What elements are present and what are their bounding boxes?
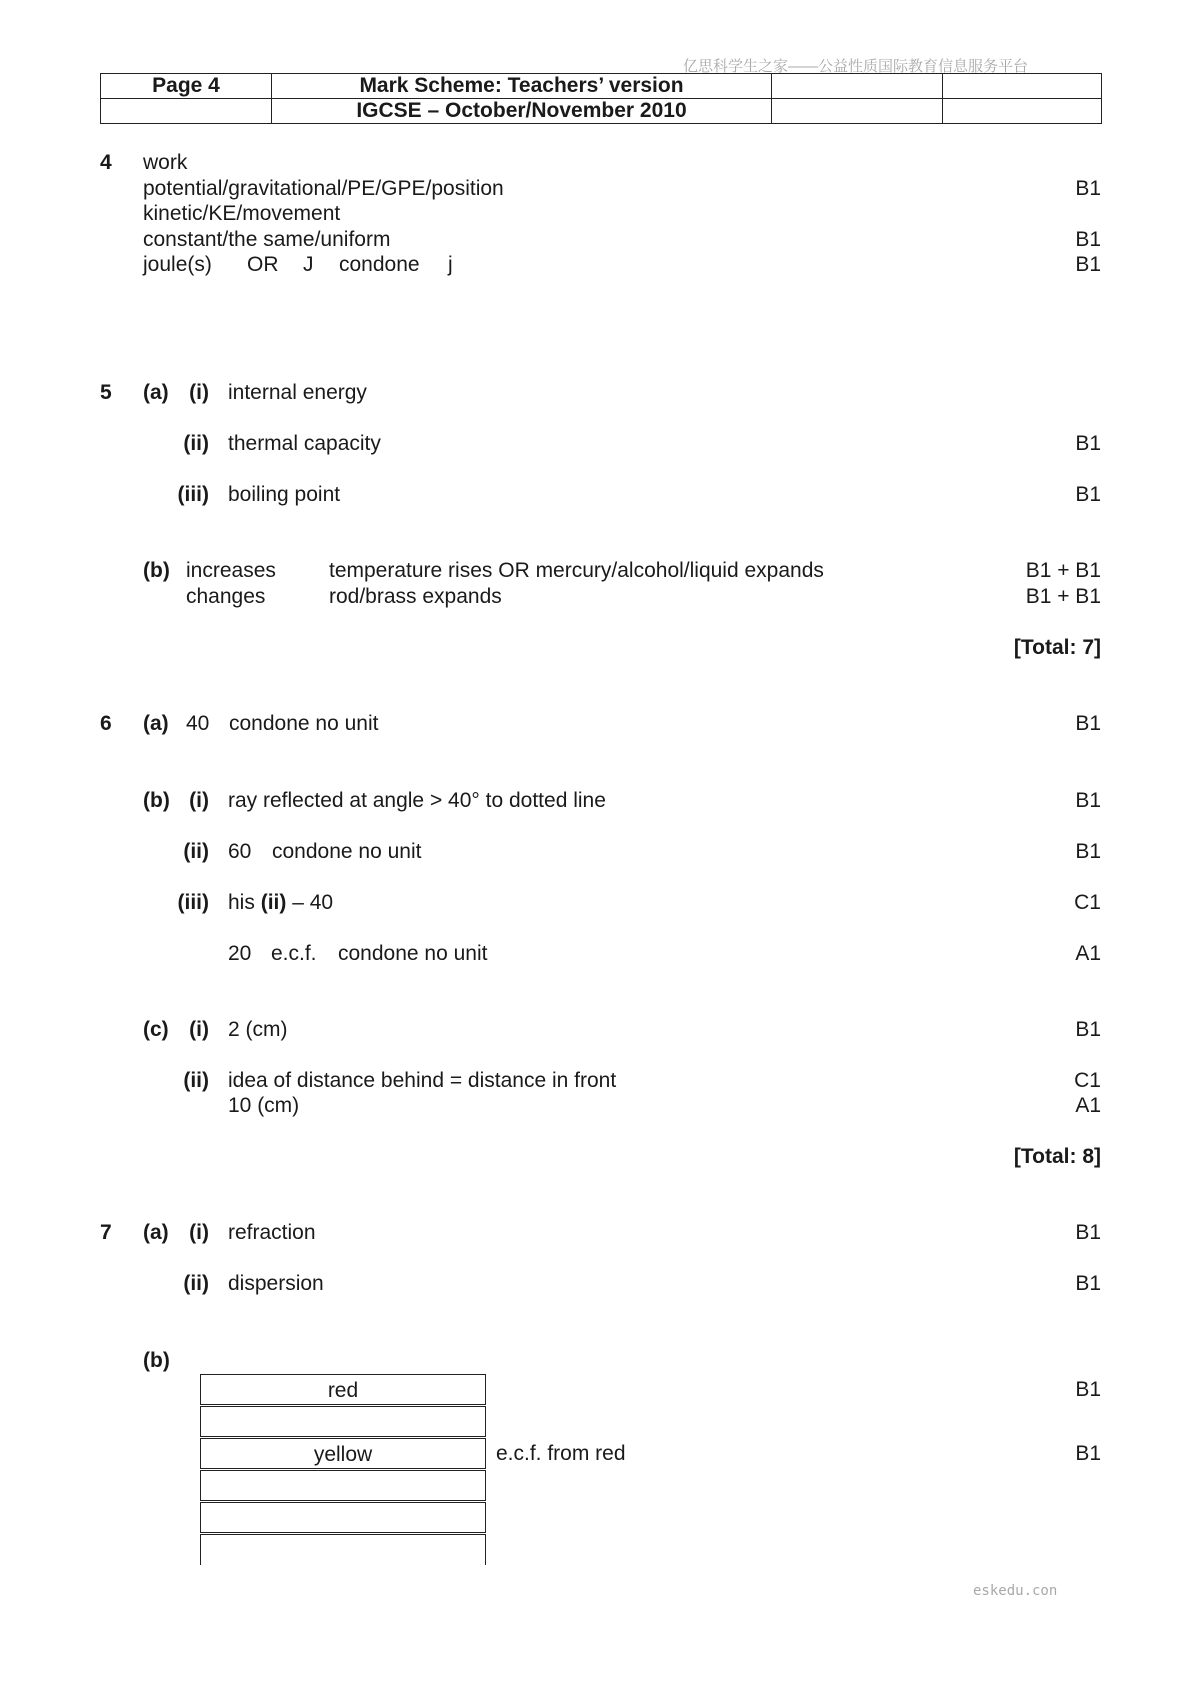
mark: B1 — [1075, 1378, 1101, 1401]
mark: C1 — [1074, 1069, 1101, 1092]
spectrum-box: yellow — [200, 1438, 486, 1469]
total: [Total: 7] — [1013, 636, 1101, 659]
header-subtitle: IGCSE – October/November 2010 — [272, 99, 772, 124]
answer-text: changes — [186, 585, 266, 608]
mark: B1 — [1075, 1221, 1101, 1244]
header-empty-cell — [943, 99, 1102, 124]
mark: B1 + B1 — [1025, 559, 1101, 582]
answer-text: 60 — [228, 840, 252, 863]
watermark-top: 亿思科学生之家——公益性质国际教育信息服务平台 — [683, 58, 1029, 75]
subpart-label: (iii) — [177, 483, 209, 506]
reference-label: (ii) — [260, 891, 287, 914]
answer-text: internal energy — [228, 381, 367, 404]
header-empty-cell — [101, 99, 272, 124]
subpart-label: (ii) — [183, 432, 209, 455]
answer-text: dispersion — [228, 1272, 324, 1295]
mark: A1 — [1075, 942, 1101, 965]
subpart-label: (i) — [189, 1221, 209, 1244]
answer-text: idea of distance behind = distance in front — [228, 1069, 617, 1092]
header-empty-cell — [772, 99, 943, 124]
answer-text: boiling point — [228, 483, 341, 506]
total: [Total: 8] — [1013, 1145, 1101, 1168]
answer-text: 40 — [186, 712, 210, 735]
answer-text: his — [228, 891, 255, 914]
mark: B1 + B1 — [1025, 585, 1101, 608]
answer-text — [228, 891, 333, 915]
answer-text: temperature rises OR mercury/alcohol/liquid expands — [329, 559, 824, 582]
mark: A1 — [1075, 1094, 1101, 1117]
header-empty-cell — [772, 74, 943, 99]
spectrum-box — [200, 1470, 486, 1501]
answer-text: 20 — [228, 942, 252, 965]
answer-text: ray reflected at angle > 40° to dotted line — [228, 789, 606, 812]
answer-text: constant/the same/uniform — [143, 228, 391, 251]
answer-text: thermal capacity — [228, 432, 381, 455]
answer-text: joule(s) — [143, 253, 212, 276]
subpart-label: (ii) — [183, 840, 209, 863]
answer-text: refraction — [228, 1221, 316, 1244]
answer-text: rod/brass expands — [329, 585, 502, 608]
answer-text: work — [143, 151, 188, 174]
mark: B1 — [1075, 1272, 1101, 1295]
answer-text: condone no unit — [338, 942, 488, 965]
mark: C1 — [1074, 891, 1101, 914]
watermark-bottom: eskedu.con — [973, 1583, 1058, 1599]
mark: B1 — [1075, 789, 1101, 812]
header-table — [100, 73, 1102, 124]
part-label: (a) — [143, 712, 169, 735]
subpart-label: (ii) — [183, 1272, 209, 1295]
mark: B1 — [1075, 1442, 1101, 1465]
answer-text: condone no unit — [272, 840, 422, 863]
mark: B1 — [1075, 228, 1101, 251]
subpart-label: (ii) — [183, 1069, 209, 1092]
part-label: (b) — [143, 1349, 170, 1372]
mark: B1 — [1075, 483, 1101, 506]
answer-text: OR — [247, 253, 279, 276]
header-page: Page 4 — [101, 74, 272, 99]
answer-text: 10 (cm) — [228, 1094, 300, 1117]
part-label: (b) — [143, 789, 170, 812]
answer-text: – 40 — [292, 891, 334, 914]
mark: B1 — [1075, 712, 1101, 735]
header-title: Mark Scheme: Teachers’ version — [272, 74, 772, 99]
mark: B1 — [1075, 432, 1101, 455]
subpart-label: (i) — [189, 1018, 209, 1041]
answer-text: 2 (cm) — [228, 1018, 288, 1041]
answer-text: condone no unit — [229, 712, 379, 735]
header-empty-cell — [943, 74, 1102, 99]
answer-text: kinetic/KE/movement — [143, 202, 341, 225]
answer-text: e.c.f. from red — [496, 1442, 626, 1465]
spectrum-box — [200, 1406, 486, 1437]
answer-text: potential/gravitational/PE/GPE/position — [143, 177, 504, 200]
part-label: (a) — [143, 1221, 169, 1244]
answer-text: condone — [339, 253, 420, 276]
mark: B1 — [1075, 177, 1101, 200]
question-number: 5 — [100, 381, 112, 404]
question-number: 6 — [100, 712, 112, 735]
answer-text: increases — [186, 559, 276, 582]
answer-text: J — [303, 253, 314, 276]
answer-text: j — [448, 253, 453, 276]
subpart-label: (i) — [189, 381, 209, 404]
answer-text: e.c.f. — [271, 942, 317, 965]
subpart-label: (iii) — [177, 891, 209, 914]
question-number: 4 — [100, 151, 112, 174]
spectrum-box — [200, 1502, 486, 1533]
part-label: (b) — [143, 559, 170, 582]
spectrum-box — [200, 1534, 486, 1565]
subpart-label: (i) — [189, 789, 209, 812]
part-label: (a) — [143, 381, 169, 404]
spectrum-box: red — [200, 1374, 486, 1405]
question-number: 7 — [100, 1221, 112, 1244]
mark: B1 — [1075, 253, 1101, 276]
mark: B1 — [1075, 840, 1101, 863]
part-label: (c) — [143, 1018, 169, 1041]
mark: B1 — [1075, 1018, 1101, 1041]
